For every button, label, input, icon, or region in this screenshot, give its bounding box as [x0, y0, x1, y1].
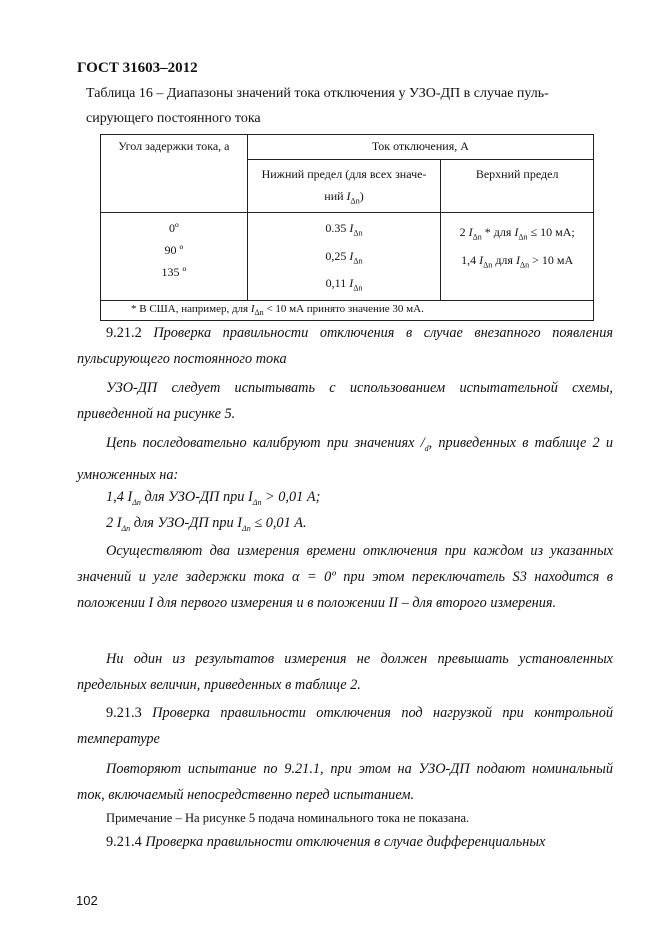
header-upper — [441, 160, 594, 213]
table-title: Таблица 16 – Диапазоны значений тока отключения у УЗО-ДП в случае пуль-сирующего постоянного тока — [86, 86, 549, 126]
lower-value: 0,11 $I_{\Delta n}$ — [325, 276, 363, 293]
page-number: 102 — [76, 893, 98, 908]
angles-cell — [101, 213, 248, 300]
paragraph: УЗО-ДП следует испытывать с использованием испытательной схемы, приведенной на рисунке 5. — [77, 380, 613, 422]
section-9-21-2 — [77, 320, 613, 372]
section-number: 9.21.2 — [106, 325, 142, 341]
lower-cell — [247, 213, 441, 300]
section-title: Проверка правильности отключения в случае дифференциальных — [145, 834, 546, 850]
header-lower-line2: ний $I_{\Delta n}$) — [324, 189, 364, 206]
upper-cell — [441, 213, 594, 300]
angle-value: 90 º — [164, 243, 184, 258]
angle-value: 135 º — [161, 265, 187, 280]
table-16 — [100, 134, 594, 321]
header-current — [247, 135, 593, 160]
document-header: ГОСТ 31603–2012 — [77, 60, 198, 76]
paragraph-repeat: Повторяют испытание по 9.21.1, при этом на УЗО-ДП подают номинальный ток, включаемый непосредственно перед испытанием. — [77, 761, 613, 803]
header-angle — [101, 135, 248, 213]
header-lower — [247, 160, 441, 213]
header-lower-line1: Нижний предел (для всех значе- — [261, 167, 427, 181]
header-current-label: Ток отключения, А — [371, 139, 469, 153]
section-9-21-4 — [77, 829, 613, 855]
section-9-21-3 — [77, 700, 613, 752]
table-footnote: * В США, например, для $I_{\Delta n} < 10$ мА принято значение 30 мА. — [101, 300, 594, 320]
formula-line-2: 2 $I_{\Delta n}$ для УЗО-ДП при $I_{\Delta n} \le 0,01$ А. — [106, 515, 307, 533]
formula-line-1: 1,4 $I_{\Delta n}$ для УЗО-ДП при $I_{\Delta n} > 0,01$ А; — [106, 489, 321, 507]
angle-value: 0º — [168, 221, 179, 236]
upper-value-1: 2 $I_{\Delta n}$ * для $I_{\Delta n} \le 10$ мА; — [459, 225, 575, 242]
header-angle-label: Угол задержки тока, а — [118, 139, 230, 153]
upper-value-2: 1,4 $I_{\Delta n}$ для $I_{\Delta n} > 10$ мА — [461, 252, 574, 270]
lower-value: 0,25 $I_{\Delta n}$ — [325, 248, 363, 266]
section-number: 9.21.4 — [106, 834, 142, 850]
section-number: 9.21.3 — [106, 705, 142, 721]
lower-value: 0.35 $I_{\Delta n}$ — [325, 221, 363, 238]
section-title: Проверка правильности отключения под нагрузкой при контрольной температуре — [77, 705, 613, 747]
section-title: Проверка правильности отключения в случае внезапного появления пульсирующего постоянного тока — [77, 325, 614, 367]
paragraph-results: Ни один из результатов измерения не должен превышать установленных предельных величин, приведенных в таблице 2. — [77, 651, 613, 693]
paragraph-measurements: Осуществляют два измерения времени отключения при каждом из указанных значений и угле задержки тока α = 0º при этом переключатель S3 находится в положении I для первого измерения и в положении II – для второго измерения. — [77, 543, 613, 611]
header-upper-label: Верхний предел — [475, 167, 559, 181]
paragraph-calibration: Цепь последовательно калибруют при значениях $/_d$, приведенных в таблице 2 и умноженных на: — [77, 435, 613, 483]
note: Примечание – На рисунке 5 подача номинального тока не показана. — [106, 811, 470, 825]
